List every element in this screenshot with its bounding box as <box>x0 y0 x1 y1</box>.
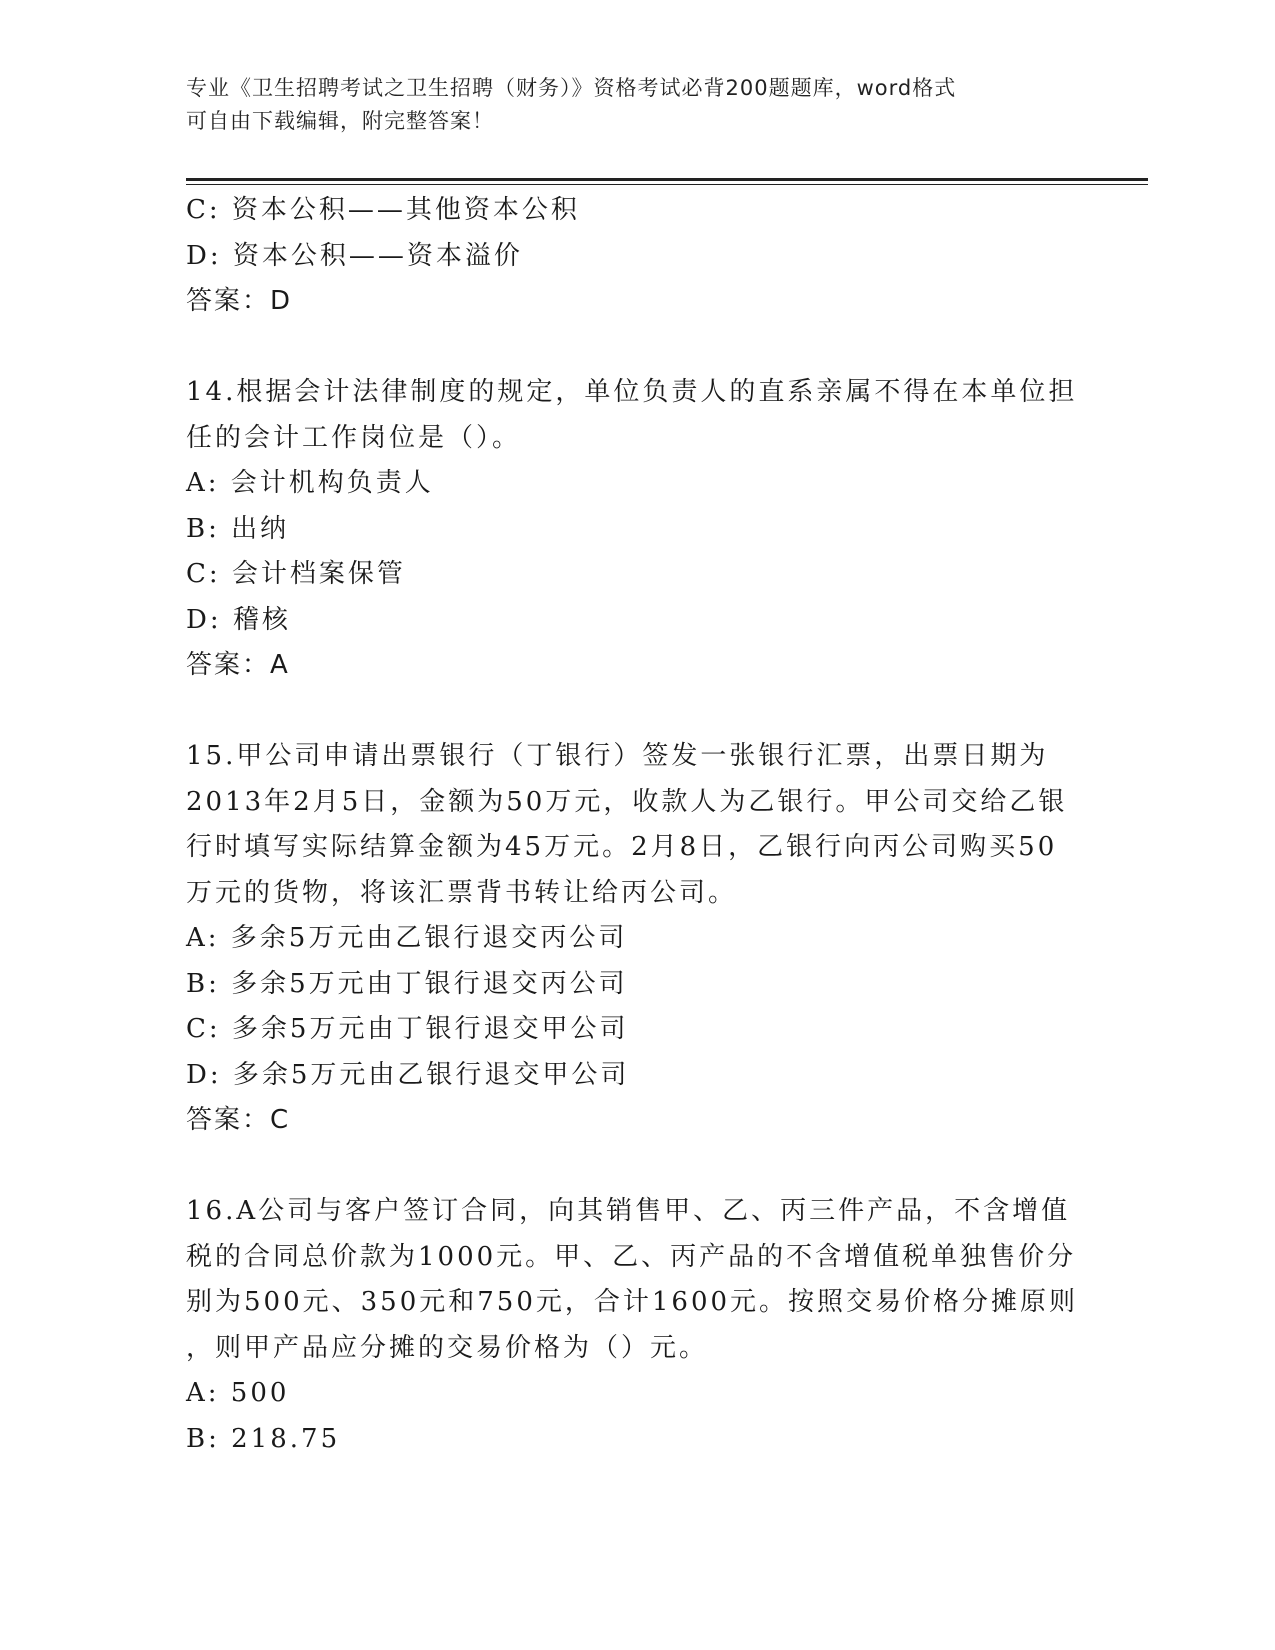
option-b: B: 多余5万元由丁银行退交丙公司 <box>186 968 628 999</box>
option-b: B: 出纳 <box>186 513 290 544</box>
page-header <box>186 72 1066 138</box>
spacer <box>186 1144 1086 1190</box>
option-d: D: 多余5万元由乙银行退交甲公司 <box>186 1059 630 1090</box>
option-a: A: 多余5万元由乙银行退交丙公司 <box>186 923 628 953</box>
option-d: D: 稽核 <box>186 604 291 635</box>
question-stem: 15.甲公司申请出票银行（丁银行）签发一张银行汇票，出票日期为 <box>186 741 1049 771</box>
question-stem: ，则甲产品应分摊的交易价格为（）元。 <box>186 1332 709 1363</box>
header-line-2: 可自由下载编辑，附完整答案！ <box>186 109 494 133</box>
question-stem: 2013年2月5日，金额为50万元，收款人为乙银行。甲公司交给乙银 <box>186 786 1068 817</box>
header-line-1: 专业《卫生招聘考试之卫生招聘（财务）》资格考试必背200题题库，word格式 <box>186 76 957 100</box>
question-stem: 任的会计工作岗位是（）。 <box>186 422 522 453</box>
answer: 答案：C <box>186 1105 291 1135</box>
spacer <box>186 325 1086 371</box>
header-divider-thin <box>186 184 1148 185</box>
question-stem: 16.A公司与客户签订合同，向其销售甲、乙、丙三件产品，不含增值 <box>186 1196 1071 1226</box>
question-stem: 别为500元、350元和750元，合计1600元。按照交易价格分摊原则 <box>186 1287 1079 1317</box>
question-stem: 14.根据会计法律制度的规定，单位负责人的直系亲属不得在本单位担 <box>186 377 1078 407</box>
option-a: A: 会计机构负责人 <box>186 468 434 498</box>
question-13 <box>186 188 1086 325</box>
question-stem: 万元的货物，将该汇票背书转让给丙公司。 <box>186 877 738 908</box>
question-list <box>186 188 1086 1462</box>
answer: 答案：D <box>186 286 293 316</box>
option-c: C: 多余5万元由丁银行退交甲公司 <box>186 1014 629 1044</box>
header-divider-thick <box>186 178 1148 181</box>
option-d: D: 资本公积——资本溢价 <box>186 240 523 271</box>
question-15 <box>186 734 1086 1144</box>
question-14 <box>186 370 1086 689</box>
option-a: A: 500 <box>186 1378 290 1408</box>
question-16 <box>186 1189 1086 1462</box>
option-c: C: 会计档案保管 <box>186 559 406 589</box>
question-stem: 税的合同总价款为1000元。甲、乙、丙产品的不含增值税单独售价分 <box>186 1241 1077 1272</box>
answer: 答案：A <box>186 650 290 680</box>
question-stem: 行时填写实际结算金额为45万元。2月8日，乙银行向丙公司购买50 <box>186 832 1058 862</box>
option-b: B: 218.75 <box>186 1423 341 1454</box>
option-c: C: 资本公积——其他资本公积 <box>186 195 580 225</box>
spacer <box>186 689 1086 735</box>
